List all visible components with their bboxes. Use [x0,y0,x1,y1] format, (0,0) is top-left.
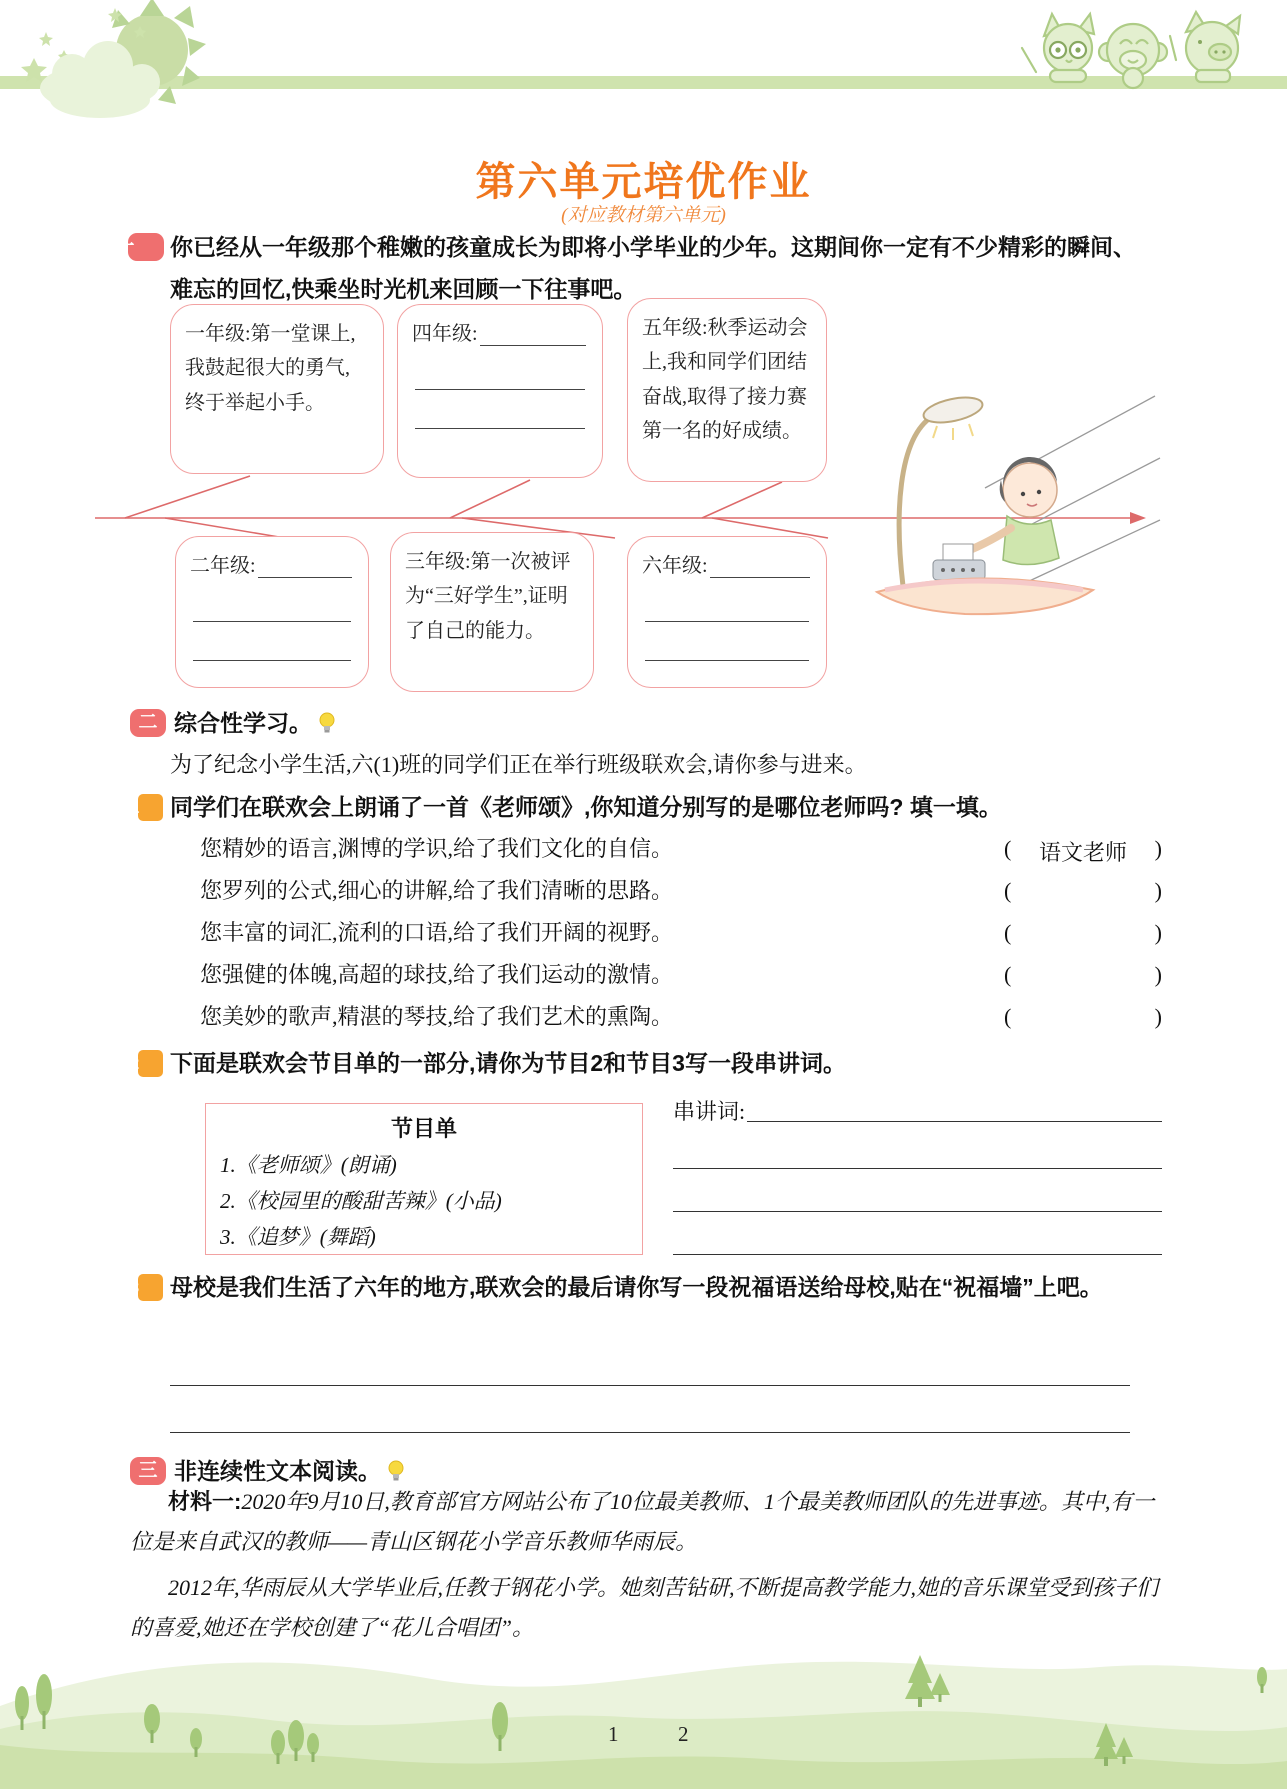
question-3-text: 母校是我们生活了六年的地方,联欢会的最后请你写一段祝福语送给母校,贴在“祝福墙”上吧。 [170,1274,1103,1300]
timeline-box-grade1 [170,304,384,474]
grade2-label: 二年级: [190,555,256,577]
grade4-label: 四年级: [412,323,478,345]
timeline-box-grade4 [397,304,603,478]
question-1 [130,790,1160,824]
section-one-badge: 一 [128,233,164,261]
answer-paren: ( 语文老师 ) [1004,836,1162,865]
section-two-header [130,702,1140,744]
write-in-line [193,622,351,661]
write-in-line [673,1169,1162,1212]
page-subtitle: (对应教材第六单元) [561,205,726,226]
program-item: 2.《校园里的酸甜苦辣》(小品) [220,1189,502,1213]
praise-line [200,916,1162,958]
boy-time-machine-illustration [825,368,1165,628]
grade1-text: 一年级:第一堂课上,我鼓起很大的勇气,终于举起小手。 [185,323,356,414]
footer-hills-decoration [0,1611,1287,1789]
grade3-text: 三年级:第一次被评为“三好学生”,证明了自己的能力。 [405,551,571,642]
question-2 [130,1046,1160,1080]
material-paragraph-2: 2012年,华雨辰从大学毕业后,任教于钢花小学。她刻苦钻研,不断提高教学能力,她的音乐课堂受到孩子们的喜爱,她还在学校创建了“花儿合唱团”。 [130,1575,1159,1640]
answer-paren: ( ) [1004,878,1162,903]
question-2-text: 下面是联欢会节目单的一部分,请你为节目2和节目3写一段串讲词。 [170,1050,846,1076]
pig-icon [1170,12,1240,82]
header-decoration [0,0,1287,120]
write-in-line [673,1126,1162,1169]
section-three-badge: 三 [130,1457,166,1485]
cat-icon [1022,14,1094,82]
write-in-line [415,390,585,429]
praise-lines [200,832,1162,1042]
program-item: 3.《追梦》(舞蹈) [220,1225,376,1249]
question-3-badge: 3 [138,1274,163,1301]
praise-line [200,874,1162,916]
timeline-box-grade3 [390,532,594,692]
question-1-badge: 1 [138,794,163,821]
grade6-label: 六年级: [642,555,708,577]
section-one-intro-text: 你已经从一年级那个稚嫩的孩童成长为即将小学毕业的少年。这期间你一定有不少精彩的瞬间、难忘的回忆,快乘坐时光机来回顾一下往事吧。 [170,234,1136,302]
material-one-label: 材料一: [168,1489,242,1514]
grade5-text: 五年级:秋季运动会上,我和同学们团结奋战,取得了接力赛第一名的好成绩。 [642,317,808,443]
praise-text: 您罗列的公式,细心的讲解,给了我们清晰的思路。 [200,878,674,903]
section-two-badge: 二 [130,709,166,737]
write-in-line [747,1120,1162,1122]
material-one-paragraph [130,1482,1162,1562]
program-item: 1.《老师颂》(朗诵) [220,1153,397,1177]
program-list-box [205,1103,643,1255]
emcee-label: 串讲词: [673,1099,746,1124]
write-in-line [170,1432,1130,1433]
praise-line [200,832,1162,874]
flying-carpet [877,544,1093,614]
boy-figure [959,457,1059,565]
write-in-line [170,1385,1130,1386]
write-in-line [258,576,352,578]
timeline-diagram [130,296,1190,696]
question-3 [130,1266,1160,1308]
praise-text: 您精妙的语言,渊博的学识,给了我们文化的自信。 [200,836,674,861]
page-title: 第六单元培优作业 [475,160,812,204]
answer-paren: ( ) [1004,962,1162,987]
timeline-box-grade2 [175,536,369,688]
write-in-line [710,576,810,578]
write-in-line [673,1212,1162,1255]
answer-paren: ( ) [1004,1004,1162,1029]
praise-text: 您强健的体魄,高超的球技,给了我们运动的激情。 [200,962,674,987]
answer-value: 语文老师 [1038,840,1127,865]
timeline-box-grade5 [627,298,827,482]
timeline-box-grade6 [627,536,827,688]
lightbulb-icon [318,711,336,735]
write-in-line [645,583,809,622]
page-number-right: 2 [678,1722,689,1746]
write-in-line [645,622,809,661]
write-in-line [193,583,351,622]
question-2-badge: 2 [138,1050,163,1077]
praise-text: 您丰富的词汇,流利的口语,给了我们开阔的视野。 [200,920,674,945]
write-in-line [480,344,586,346]
program-title: 节目单 [390,1116,457,1141]
section-two-title: 综合性学习。 [174,710,312,736]
question-1-text: 同学们在联欢会上朗诵了一首《老师颂》,你知道分别写的是哪位老师吗? 填一填。 [170,794,1002,820]
page-number-left: 1 [608,1722,619,1746]
material-one-text: 2020年9月10日,教育部官方网站公布了10位最美教师、1个最美教师团队的先进事迹。其中,有一位是来自武汉的教师——青山区钢花小学音乐教师华雨辰。 [130,1489,1155,1554]
emcee-answer-area [673,1095,1162,1255]
emcee-label-row [673,1095,1162,1126]
section-three-title: 非连续性文本阅读。 [174,1458,381,1484]
lightbulb-icon [387,1459,405,1483]
section-two-intro: 为了纪念小学生活,六(1)班的同学们正在举行班级联欢会,请你参与进来。 [170,752,867,777]
praise-text: 您美妙的歌声,精湛的琴技,给了我们艺术的熏陶。 [200,1004,674,1029]
praise-line [200,1000,1162,1042]
answer-paren: ( ) [1004,920,1162,945]
write-in-line [415,351,585,390]
praise-line [200,958,1162,1000]
animal-mascots [1022,12,1240,88]
